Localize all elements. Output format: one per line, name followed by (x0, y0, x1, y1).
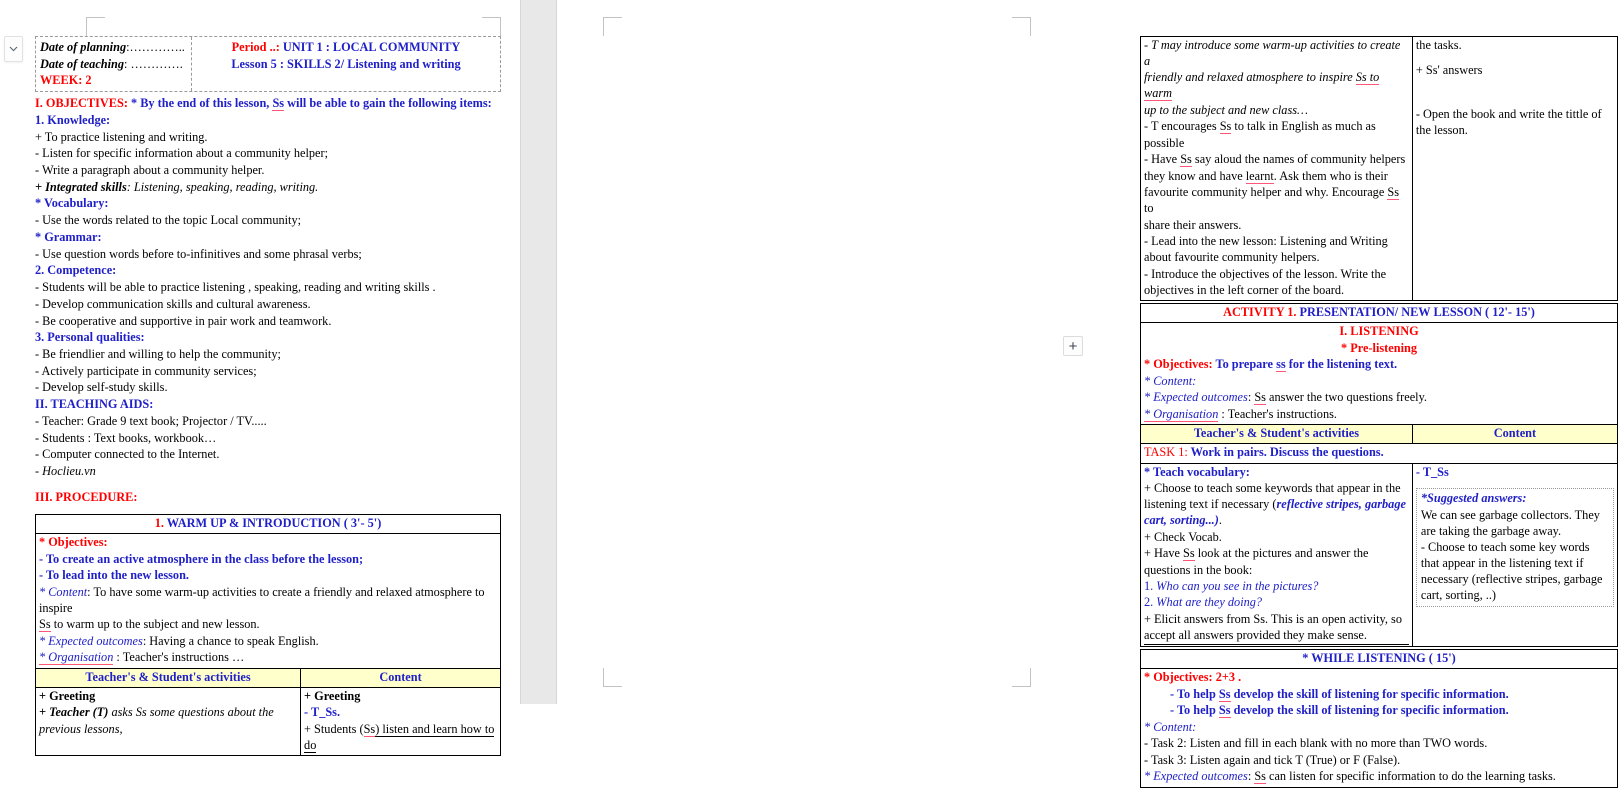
vocab-p3 (1144, 546, 1409, 562)
wl-sub-a-ss: Ss (1218, 686, 1231, 701)
qualities-item-2: - Develop self-study skills. (35, 380, 168, 395)
warmup-cont-con-line-3: - Open the book and write the tittle of the lesson. (1415, 106, 1602, 137)
vocabulary-heading: * Vocabulary: (35, 196, 109, 211)
warmup-cont-content-cell (1412, 37, 1617, 301)
activity1-outcomes-ss: Ss (1254, 390, 1266, 405)
date-of-teaching-row (40, 56, 187, 73)
integrated-skills-row (35, 179, 501, 196)
aids-item-1: - Students : Text books, workbook… (35, 430, 217, 445)
suggested-answers-body-2: - Choose to teach some key words that appear in the listening text if necessary (reflective stripes, garbage cart, sorting, ..) (1420, 540, 1603, 602)
warmup-cont-learnt: learnt (1245, 168, 1274, 183)
warmup-cont-p3e (1144, 185, 1409, 217)
wl-objectives-label: * Objectives: (1144, 670, 1213, 685)
teach-vocab-heading: * Teach vocabulary: (1144, 464, 1250, 479)
content-spacer-3 (1416, 89, 1614, 98)
paragraph-spacer-2 (35, 505, 501, 514)
wl-sub-b-post: develop the skill of listening for specific information. (1230, 703, 1509, 718)
warmup-cont-act-ss: Ss to warm (1144, 70, 1380, 101)
warmup-cont-p3-ss: Ss (1180, 152, 1192, 167)
activity1-col-head-activities: Teacher's & Student's activities (1141, 425, 1413, 444)
warmup-content-label: * Content (39, 584, 88, 599)
warmup-organisation-value: : Teacher's instructions … (113, 650, 245, 665)
wl-outcomes-ss: Ss (1254, 769, 1266, 784)
warmup-cont-p3c-text: they know and have (1144, 168, 1246, 183)
aids-item-2: - Computer connected to the Internet. (35, 447, 220, 462)
wl-sub-a-pre: - To help (1170, 686, 1219, 701)
suggested-answers-heading: *Suggested answers: (1420, 491, 1527, 506)
document-page-right (557, 0, 1603, 784)
wl-objectives-value: 2+3 . (1212, 670, 1242, 685)
suggested-answers-body: We can see garbage collectors. They are taking the garbage away. (1420, 507, 1600, 538)
warmup-con-line-3b: ) listen and learn how to do (304, 721, 495, 752)
warmup-con-line-1: + Greeting (304, 688, 361, 703)
objectives-ss: Ss (272, 96, 285, 111)
activity1-col-head-content: Content (1412, 425, 1617, 444)
warmup-cont-p3g: share their answers. (1144, 217, 1242, 232)
activity1-intro-row (1141, 323, 1618, 425)
task1-cell (1141, 444, 1618, 463)
planning-dates-cell (36, 37, 192, 91)
question-2-text: What are they doing? (1156, 595, 1263, 610)
warmup-con-line-2: - T_Ss. (304, 705, 341, 720)
warmup-content-cell (301, 687, 501, 755)
question-2-number: 2. (1144, 595, 1157, 610)
warmup-continued-table (1140, 36, 1618, 301)
wl-sub-b-ss: Ss (1218, 703, 1231, 718)
insert-row-button[interactable] (1063, 336, 1083, 356)
activity1-objectives-value-b: for the listening text. (1285, 357, 1398, 372)
activity1-organisation-row (1144, 407, 1614, 423)
warmup-objectives-head: * Objectives: (39, 535, 108, 550)
objectives-tail-b: will be able to gain the following items: (284, 96, 492, 111)
activity1-objectives-value-a: To prepare (1212, 357, 1277, 372)
warmup-objective-1: - To lead into the new lesson. (39, 568, 189, 583)
warmup-cont-act-line-1 (1144, 70, 1409, 102)
qualities-heading: 3. Personal qualities: (35, 330, 145, 345)
warmup-objective-0: - To create an active atmosphere in the class before the lesson; (39, 551, 364, 566)
activity1-outcomes-label: * Expected outcomes (1144, 390, 1248, 405)
warmup-cont-act-line-0: - T may introduce some warm-up activities to create a (1144, 38, 1401, 68)
wl-sub-a (1144, 687, 1614, 703)
warmup-act-teacher-label: + Teacher (T) (39, 705, 109, 720)
document-page-left (0, 0, 520, 752)
date-of-planning-row (40, 39, 187, 56)
chevron-down-icon (9, 46, 18, 52)
wl-content-label: * Content: (1144, 719, 1197, 734)
integrated-skills-value: : Listening, speaking, reading, writing. (126, 179, 319, 194)
vocab-p1-end: . (1218, 513, 1222, 528)
activity1-column-headers-row (1141, 425, 1618, 444)
while-listening-body-row (1141, 669, 1618, 787)
while-listening-banner-row (1141, 650, 1618, 669)
crop-mark-bottom-left-2 (603, 668, 622, 687)
warmup-cont-p3 (1144, 152, 1409, 168)
paragraph-spacer (35, 480, 501, 489)
procedure-heading: III. PROCEDURE: (35, 489, 138, 504)
knowledge-item-1: - Listen for specific information about a community helper; (35, 146, 328, 161)
period-label: Period ..: (231, 40, 280, 54)
integrated-skills-label: + Integrated skills (35, 179, 127, 194)
aids-item-0: - Teacher: Grade 9 text book; Projector / TV..... (35, 413, 267, 428)
warmup-cont-p4: - Lead into the new lesson: Listening and Writing about favourite community helpers. (1144, 234, 1388, 265)
wl-outcomes-row (1144, 769, 1614, 785)
warmup-cont-p2-ss: Ss (1219, 119, 1232, 134)
wl-outcomes-label: * Expected outcomes (1144, 769, 1248, 784)
warmup-cont-con-line-1: the tasks. (1415, 38, 1462, 52)
warmup-act-line-1: + Greeting (39, 688, 96, 703)
task1-content-cell (1412, 463, 1617, 647)
grammar-heading: * Grammar: (35, 229, 102, 244)
warmup-cont-p2 (1144, 119, 1409, 135)
while-listening-cell (1141, 669, 1618, 787)
warmup-continued-row (1141, 37, 1618, 301)
vocab-p3a: + Have (1144, 546, 1184, 561)
competence-item-1: - Develop communication skills and cultural awareness. (35, 296, 311, 311)
competence-heading: 2. Competence: (35, 263, 117, 278)
left-page-content (35, 36, 501, 756)
warmup-outcomes-value: : Having a chance to speak English. (142, 633, 319, 648)
vocab-p3-ss: Ss (1183, 546, 1195, 561)
warmup-content-value-2: to warm up to the subject and new lesson. (50, 617, 260, 632)
warmup-objectives-row (36, 534, 501, 668)
activity1-content-label: * Content: (1144, 373, 1197, 388)
vocab-p1-text: + Choose to teach some keywords that appear in the listening text if necessary ( (1144, 481, 1401, 512)
warmup-cont-activities-cell (1141, 37, 1413, 301)
warmup-outcomes-row (39, 634, 497, 650)
warmup-content-row-2 (39, 617, 497, 633)
warmup-cont-p2c: possible (1144, 135, 1185, 150)
suggested-answers-box (1416, 488, 1614, 607)
content-t-ss: - T_Ss (1415, 464, 1449, 479)
warmup-objectives-cell (36, 534, 501, 668)
activity1-outcomes-value-b: answer the two questions freely. (1265, 390, 1428, 405)
listening-heading: I. LISTENING (1339, 324, 1419, 339)
aids-website: - Hoclieu.vn (35, 463, 96, 478)
warmup-cont-p3b: say aloud the names of community helpers (1191, 152, 1406, 167)
warmup-activities-cell (36, 687, 301, 755)
competence-item-0: - Students will be able to practice listening , speaking, reading and writing skills . (35, 280, 436, 295)
collapse-section-button[interactable] (4, 36, 23, 62)
warmup-col-head-content: Content (301, 668, 501, 687)
task1-row (1141, 444, 1618, 463)
grammar-item: - Use question words before to-infinitives and some phrasal verbs; (35, 246, 362, 261)
activity1-intro-cell (1141, 323, 1618, 425)
date-of-planning-value: :………….. (126, 40, 185, 54)
crop-mark-top-right (482, 17, 501, 36)
vocab-p2: + Check Vocab. (1144, 529, 1222, 544)
warmup-col-head-activities: Teacher's & Student's activities (36, 668, 301, 687)
knowledge-item-2: - Write a paragraph about a community helper. (35, 163, 265, 178)
vocab-p1-keywords: reflective stripes, garbage cart, sorting...) (1144, 497, 1406, 528)
warmup-organisation-row (39, 650, 497, 666)
warmup-banner-cell (36, 515, 501, 534)
warmup-column-headers-row (36, 668, 501, 687)
warmup-con-line-3-ss: Ss (363, 721, 376, 736)
warmup-outcomes-label: * Expected outcomes (39, 633, 143, 648)
warmup-cont-act-line-1a: friendly and relaxed atmosphere to inspire (1144, 70, 1356, 85)
wl-outcomes-value-b: can listen for specific information to do the learning tasks. (1265, 769, 1556, 784)
activity1-banner-blue: PRESENTATION/ NEW LESSON ( 12'- 15') (1296, 305, 1535, 320)
activity1-objectives-label: * Objectives: (1144, 357, 1213, 372)
knowledge-heading: 1. Knowledge: (35, 112, 111, 127)
activity1-outcomes-row (1144, 390, 1614, 406)
warmup-cont-p3d: . Ask them who is their (1273, 168, 1388, 183)
objectives-head-text: I. OBJECTIVES: (35, 96, 128, 111)
vocab-p3b: look at the pictures and answer the (1194, 546, 1369, 561)
vocab-p4: + Elicit answers from Ss. This is an open activity, so accept all answers provided they make sense. (1144, 612, 1409, 645)
warmup-banner-text: WARM UP & INTRODUCTION ( 3'- 5') (163, 516, 382, 531)
task1-body-row (1141, 463, 1618, 647)
while-listening-table (1140, 649, 1618, 787)
teaching-aids-heading: II. TEACHING AIDS: (35, 397, 154, 412)
unit-lesson-cell (192, 37, 500, 91)
content-spacer-4 (1416, 98, 1614, 107)
warmup-content-ss: Ss (39, 617, 51, 632)
warmup-banner-number: 1. (154, 516, 164, 531)
question-2 (1144, 595, 1409, 611)
warmup-act-line-3: previous lessons, (39, 721, 123, 736)
warmup-table (35, 514, 501, 756)
unit-title: UNIT 1 : LOCAL COMMUNITY (279, 40, 461, 54)
wl-task3: - Task 3: Listen again and tick T (True) or F (False). (1144, 752, 1401, 767)
wl-task2: - Task 2: Listen and fill in each blank with no more than TWO words. (1144, 736, 1488, 751)
warmup-content-value: : To have some warm-up activities to create a friendly and relaxed atmosphere to inspire (39, 584, 485, 615)
crop-mark-bottom-right-2 (1012, 668, 1031, 687)
vocab-p3c: questions in the book: (1144, 562, 1253, 577)
wl-sub-b-pre: - To help (1170, 703, 1219, 718)
task1-line (1144, 445, 1614, 461)
plus-icon: + (1068, 337, 1078, 355)
lesson-header-box (35, 36, 501, 92)
warmup-cont-p3a: - Have (1144, 152, 1181, 167)
activity1-banner-row (1141, 304, 1618, 323)
while-listening-banner: * WHILE LISTENING ( 15') (1141, 650, 1618, 669)
activity1-objectives-row (1144, 357, 1614, 373)
page-gutter (520, 0, 557, 704)
task1-activities-cell (1141, 463, 1413, 647)
warmup-banner-row (36, 515, 501, 534)
activity1-table (1140, 303, 1618, 647)
wl-sub-a-post: develop the skill of listening for specific information. (1230, 686, 1509, 701)
warmup-cont-con-line-2: + Ss' answers (1415, 63, 1483, 78)
task1-text: Work in pairs. Discuss the questions. (1187, 445, 1384, 460)
wl-objectives-row (1144, 670, 1614, 686)
warmup-cont-p3f: to (1144, 201, 1154, 216)
qualities-item-1: - Actively participate in community services; (35, 363, 257, 378)
qualities-item-0: - Be friendlier and willing to help the community; (35, 346, 281, 361)
warmup-con-line-3a: + Students ( (304, 721, 364, 736)
activity1-banner-cell (1141, 304, 1618, 323)
warmup-act-line-2b: asks Ss some questions about the (108, 705, 274, 720)
date-of-teaching-value: : …………. (124, 56, 183, 71)
question-1-text: Who can you see in the pictures? (1156, 579, 1319, 593)
activity1-outcomes-value-a: : (1247, 390, 1255, 405)
warmup-con-line-3 (304, 722, 497, 754)
warmup-cont-p3-ss2: Ss (1387, 185, 1399, 200)
question-1-number: 1. (1144, 579, 1157, 593)
warmup-cont-p3e-text: favourite community helper and why. Encourage (1144, 185, 1388, 200)
warmup-act-line-2 (39, 705, 297, 721)
period-unit-row (196, 39, 496, 56)
warmup-cont-p3c (1144, 169, 1409, 185)
crop-mark-top-left-2 (603, 17, 622, 36)
content-spacer-1 (1416, 54, 1614, 63)
warmup-cont-p2b: to talk in English as much as (1231, 119, 1376, 134)
question-1 (1144, 579, 1409, 595)
week-label: WEEK: 2 (40, 73, 92, 88)
wl-sub-b (1144, 703, 1614, 719)
lesson-title: Lesson 5 : SKILLS 2/ Listening and writing (231, 56, 461, 71)
content-spacer-2 (1416, 80, 1614, 89)
right-page-content (1140, 36, 1618, 788)
activity1-banner-red: ACTIVITY 1. (1223, 305, 1297, 320)
objectives-tail-a: * By the end of this lesson, (127, 96, 273, 111)
warmup-organisation-label: * Organisation (39, 650, 114, 665)
warmup-cont-p5: - Introduce the objectives of the lesson. Write the objectives in the left corner of the board. (1144, 266, 1387, 297)
crop-mark-top-left (86, 17, 105, 36)
warmup-content-row (39, 585, 497, 617)
warmup-cont-p2a: - T encourages (1144, 119, 1220, 134)
prelistening-heading: * Pre-listening (1341, 340, 1417, 355)
warmup-cont-act-line-2: up to the subject and new class… (1144, 102, 1308, 117)
activity1-organisation-label: * Organisation (1144, 406, 1219, 421)
vocab-p1 (1144, 481, 1409, 529)
crop-mark-top-right-2 (1012, 17, 1031, 36)
activity1-objectives-ss: ss (1276, 357, 1286, 372)
objectives-heading (35, 95, 501, 112)
date-of-planning-label: Date of planning (40, 40, 127, 54)
knowledge-item-0: + To practice listening and writing. (35, 129, 208, 144)
task1-label: TASK 1: (1144, 445, 1188, 460)
activity1-organisation-value: : Teacher's instructions. (1218, 406, 1337, 421)
vocabulary-item: - Use the words related to the topic Local community; (35, 213, 302, 228)
wl-outcomes-value-a: : (1247, 769, 1255, 784)
warmup-body-row (36, 687, 501, 755)
competence-item-2: - Be cooperative and supportive in pair work and teamwork. (35, 313, 332, 328)
date-of-teaching-label: Date of teaching (40, 56, 125, 71)
